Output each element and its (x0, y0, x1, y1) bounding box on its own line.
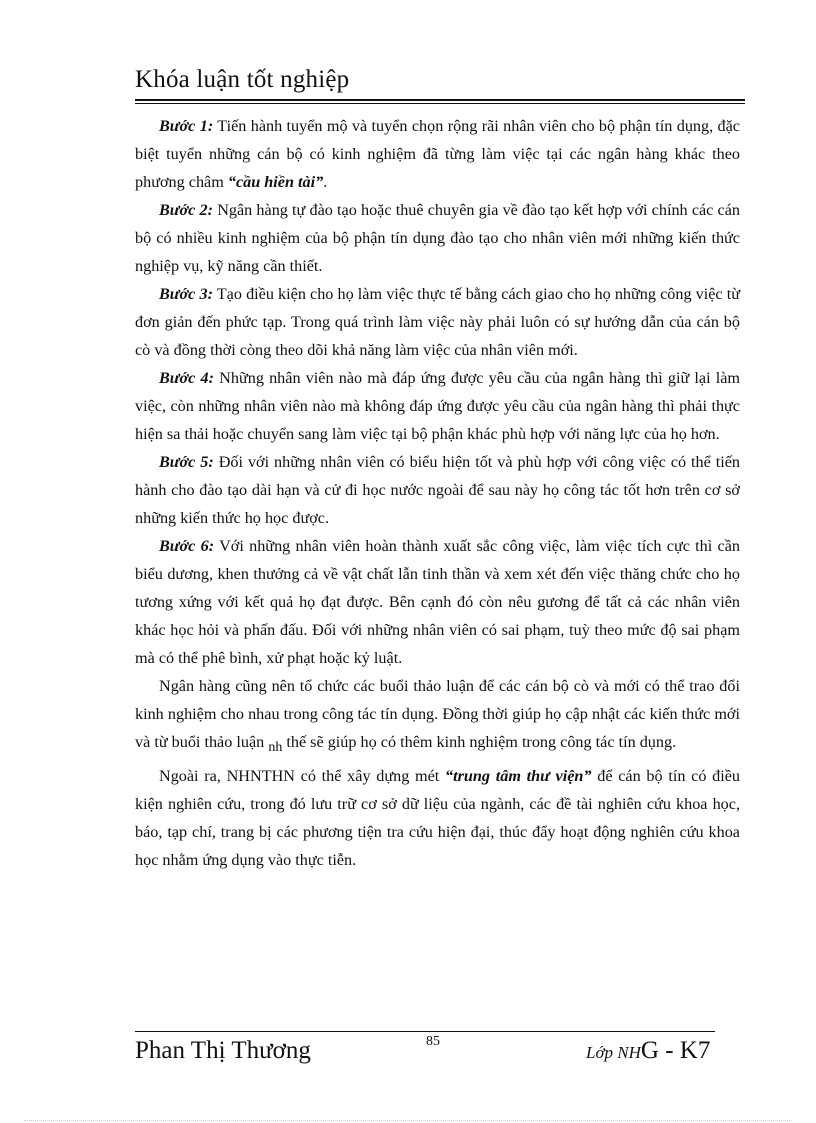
page-bottom-divider (24, 1120, 792, 1121)
paragraph-text: Tiến hành tuyển mộ và tuyển chọn rộng rãi nhân viên cho bộ phận tín dụng, đặc biệt tuyển những cán bộ có kinh nghiệm đã từng làm việc tại các ngân hàng khác theo phương châm (135, 117, 740, 191)
paragraph-end: . (323, 173, 328, 191)
step-label: Bước 6: (159, 537, 215, 555)
paragraph-step-4 (135, 364, 740, 448)
paragraph-discussion (135, 672, 740, 762)
paragraph-text: Ngoài ra, NHNTHN có thể xây dựng mét (159, 767, 446, 785)
paragraph-text: thế sẽ giúp họ có thêm kinh nghiệm trong công tác tín dụng. (282, 733, 677, 751)
paragraph-step-2 (135, 196, 740, 280)
emphasis-text: “trung tâm thư viện” (445, 767, 592, 785)
step-label: Bước 4: (159, 369, 215, 387)
paragraph-text: Tạo điều kiện cho họ làm việc thực tế bằng cách giao cho họ những công việc từ đơn giản đến phức tạp. Trong quá trình làm việc này phải luôn có sự hướng dẫn của cán bộ cò và đồng thời còng theo dõi khả năng làm việc của nhân viên mới. (135, 285, 740, 359)
paragraph-text: để cán bộ tín có điều kiện nghiên cứu, trong đó lưu trữ cơ sở dữ liệu của ngành, các đề tài nghiên cứu khoa học, báo, tạp chí, trang bị các phương tiện tra cứu hiện đại, thúc đẩy hoạt động nghiên cứu khoa học nhằm ứng dụng vào thực tiễn. (135, 767, 741, 869)
page-number: 85 (426, 1034, 440, 1049)
footer-rule (135, 1031, 715, 1032)
document-body (135, 112, 740, 874)
footer-class-script: Lớp NH (586, 1043, 641, 1062)
step-label: Bước 1: (159, 117, 214, 135)
step-label: Bước 3: (159, 285, 213, 303)
header-title: Khóa luận tốt nghiệp (135, 66, 350, 93)
emphasis-text: “cầu hiền tài” (227, 173, 324, 191)
paragraph-text: Với những nhân viên hoàn thành xuất sắc công việc, làm việc tích cực thì cần biểu dương, khen thưởng cả về vật chất lẫn tinh thần và xem xét đến việc thăng chức cho họ tương xứng với kết quả họ đạt được. Bên cạnh đó còn nêu gương để tất cả các nhân viên khác học hỏi và phấn đấu. Đối với những nhân viên có sai phạm, tuỳ theo mức độ sai phạm mà có thể phê bình, xử phạt hoặc kỷ luật. (135, 537, 740, 667)
header-rule-thin (135, 103, 745, 104)
paragraph-step-5 (135, 448, 740, 532)
paragraph-text: Ngân hàng cũng nên tổ chức các buổi thảo luận để các cán bộ cò và mới có thể trao đổi kinh nghiệm cho nhau trong công tác tín dụng. Đồng thời giúp họ cập nhật các kiến thức mới và từ buổi thảo luận (135, 677, 740, 751)
footer-author: Phan Thị Thương (135, 1037, 311, 1064)
paragraph-step-1 (135, 112, 740, 196)
footer-class-code: G - K7 (640, 1037, 711, 1064)
header-rule (135, 99, 745, 101)
paragraph-text: Đối với những nhân viên có biểu hiện tốt và phù hợp với công việc có thể tiến hành cho đào tạo dài hạn và cử đi học nước ngoài để sau này họ công tác tốt hơn trên cơ sở những kiến thức họ học được. (135, 453, 740, 527)
paragraph-library (135, 762, 740, 874)
paragraph-step-6 (135, 532, 740, 672)
paragraph-step-3 (135, 280, 740, 364)
paragraph-text: Những nhân viên nào mà đáp ứng được yêu cầu của ngân hàng thì giữ lại làm việc, còn những nhân viên nào mà không đáp ứng được yêu cầu của ngân hàng thì phải thực hiện sa thải hoặc chuyển sang làm việc tại bộ phận khác phù hợp với năng lực của họ hơn. (135, 369, 740, 443)
subscript-fragment: nh (268, 740, 283, 755)
step-label: Bước 2: (159, 201, 214, 219)
paragraph-text: Ngân hàng tự đào tạo hoặc thuê chuyên gia về đào tạo kết hợp với chính các cán bộ có nhiều kinh nghiệm của bộ phận tín dụng đào tạo cho nhân viên mới những kiến thức nghiệp vụ, kỹ năng cần thiết. (135, 201, 740, 275)
step-label: Bước 5: (159, 453, 214, 471)
footer-class (586, 1037, 710, 1065)
